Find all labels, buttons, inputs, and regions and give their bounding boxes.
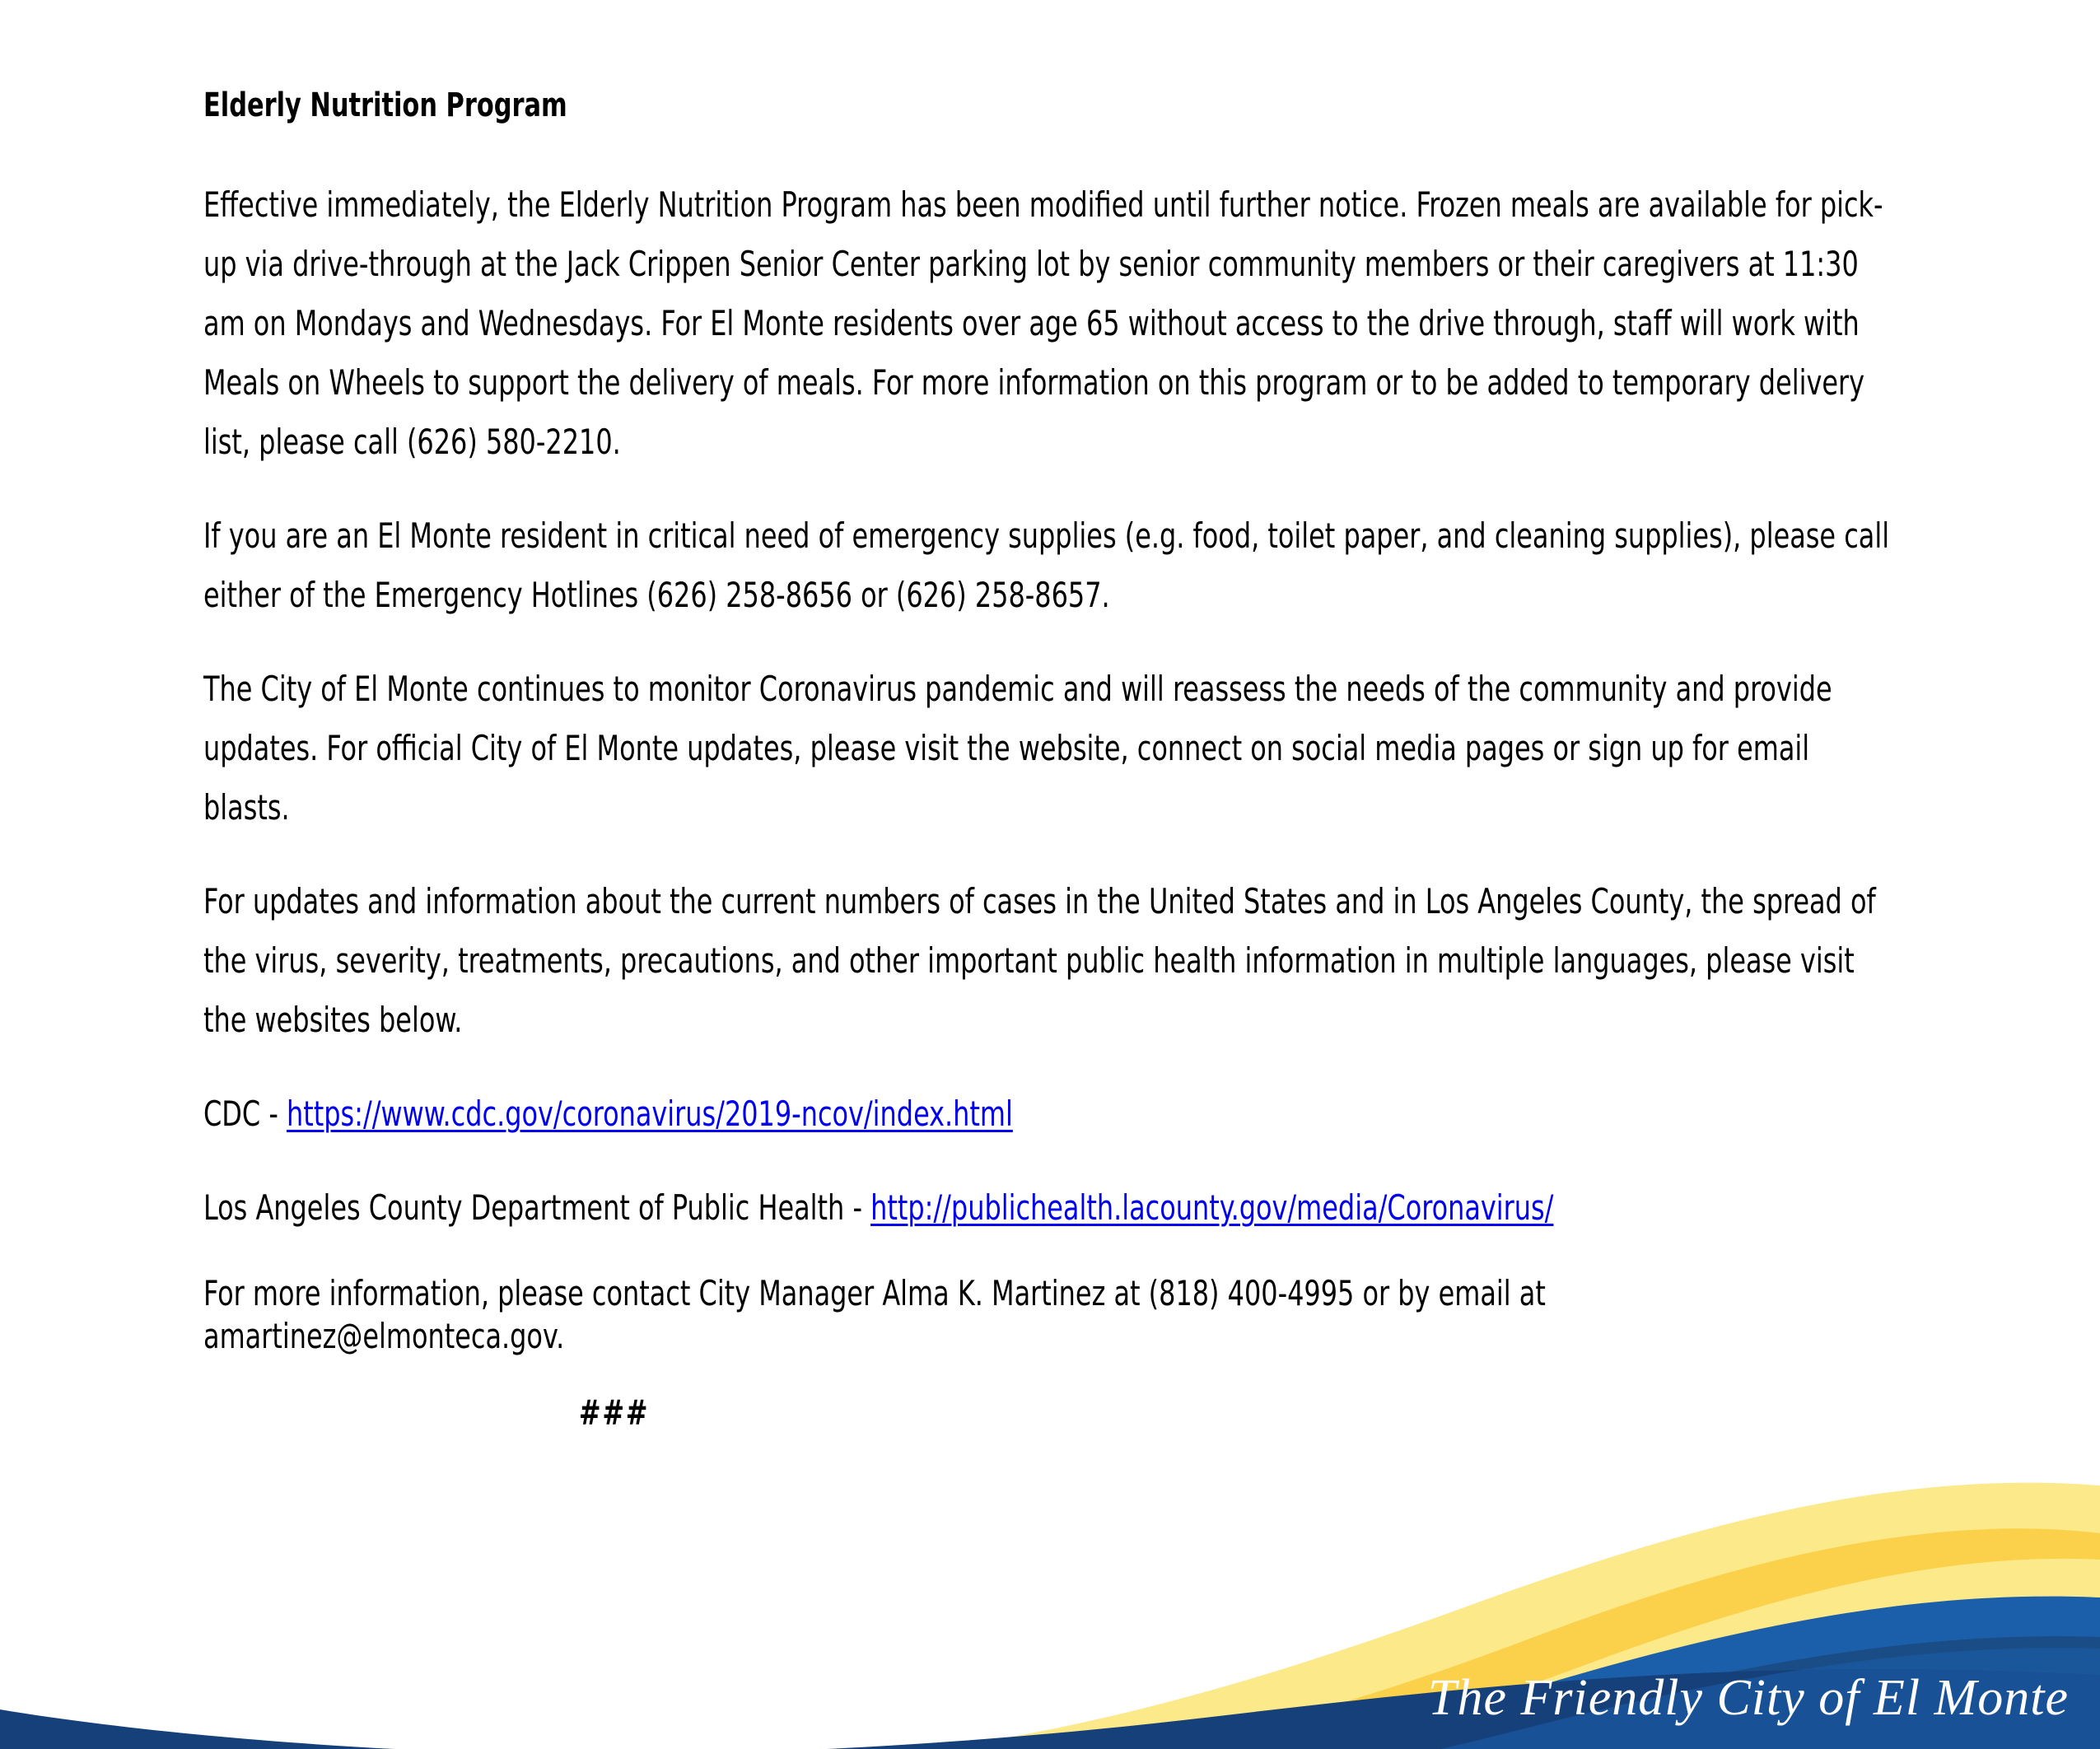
- lacounty-link-prefix: Los Angeles County Department of Public Health -: [203, 1187, 871, 1228]
- cdc-link-prefix: CDC -: [203, 1094, 287, 1134]
- paragraph-elderly-nutrition: Effective immediately, the Elderly Nutrition Program has been modified until further notice. Frozen meals are available for pick-up via drive-through at the Jack Crippen Senior Center parking lot by senior community members or their caregivers at 11:30 am on Mondays and Wednesdays. For El Monte residents over age 65 without access to the drive through, staff will work with Meals on Wheels to support the delivery of meals. For more information on this program or to be added to temporary delivery list, please call (626) 580-2210.: [203, 184, 1883, 462]
- end-marker: ###: [578, 1392, 650, 1433]
- paragraph-contact-city-manager: For more information, please contact City Manager Alma K. Martinez at (818) 400-4995 or by email at amartinez@elmonteca.gov.: [203, 1273, 1546, 1356]
- cdc-website-link[interactable]: https://www.cdc.gov/coronavirus/2019-ncov/index.html: [287, 1094, 1013, 1134]
- page-title: Elderly Nutrition Program: [203, 86, 567, 124]
- paragraph-updates-info: For updates and information about the current numbers of cases in the United States and in Los Angeles County, the spread of the virus, severity, treatments, precautions, and other important public health information in multiple languages, please visit the websites below.: [203, 881, 1876, 1040]
- city-tagline: The Friendly City of El Monte: [1427, 1670, 2069, 1726]
- paragraph-city-monitoring: The City of El Monte continues to monitor Coronavirus pandemic and will reassess the needs of the community and provide updates. For official City of El Monte updates, please visit the website, connect on social media pages or sign up for email blasts.: [203, 669, 1832, 828]
- document-body: [203, 86, 1900, 1433]
- footer-wave-graphic: [0, 1436, 2100, 1749]
- cdc-link-line: [203, 1084, 1899, 1144]
- lacounty-link-line: [203, 1178, 1899, 1238]
- paragraph-emergency-supplies: If you are an El Monte resident in critical need of emergency supplies (e.g. food, toilet paper, and cleaning supplies), please call either of the Emergency Hotlines (626) 258-8656 or (626) 258-8657.: [203, 515, 1890, 615]
- lacounty-website-link[interactable]: http://publichealth.lacounty.gov/media/Coronavirus/: [870, 1187, 1554, 1228]
